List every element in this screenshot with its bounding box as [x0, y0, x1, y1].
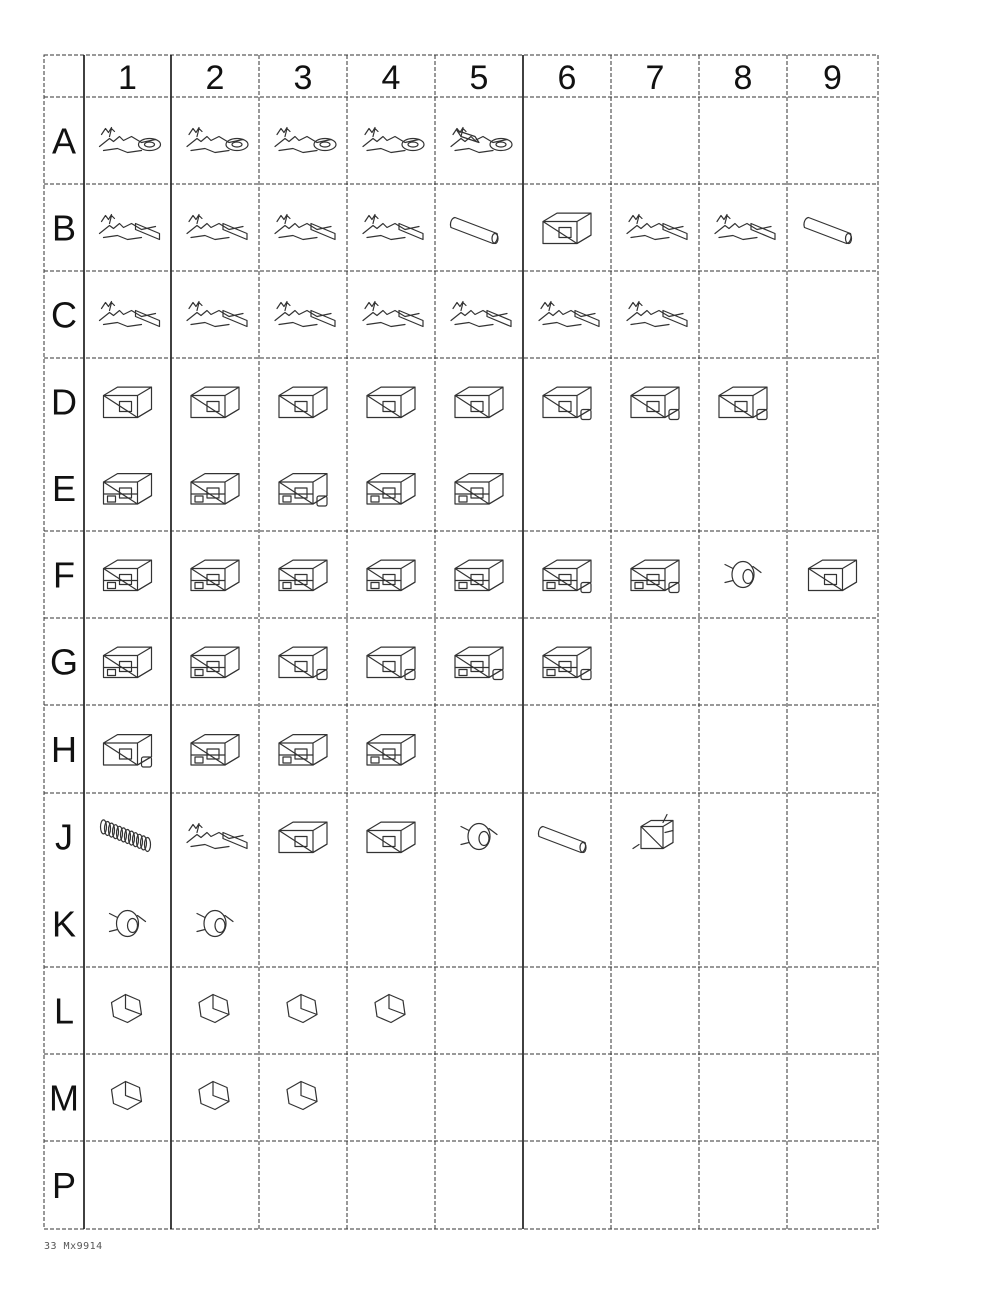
blade-terminal-long-icon: [100, 302, 160, 327]
two-way-small-housing-icon: [455, 474, 503, 504]
sensor-plug-icon: [197, 911, 233, 937]
row-label: D: [51, 381, 77, 423]
bullet-male-terminal-icon: [451, 302, 511, 327]
pin-contact-icon: [539, 302, 599, 327]
column-header: 4: [381, 59, 401, 97]
cable-clip-icon: [112, 1082, 142, 1110]
housing-with-seal-icon: [104, 735, 152, 767]
blade-fuse-holder-icon: [187, 824, 247, 849]
insulated-flag-housing-icon: [543, 213, 591, 243]
pin-terminal-icon: [627, 215, 687, 240]
row-label-column: [49, 121, 79, 1207]
one-way-housing-icon: [455, 387, 503, 417]
figure-code: 33 Mx9914: [44, 1241, 103, 1252]
row-label: K: [51, 903, 77, 945]
bullet-sleeve-icon: [451, 218, 498, 244]
row-label: C: [51, 294, 77, 336]
row-label: F: [53, 554, 75, 596]
grommet-icon: [110, 911, 146, 937]
row-label: L: [53, 990, 75, 1032]
cable-clip-icon: [199, 1082, 229, 1110]
one-way-housing-latch-icon: [367, 387, 415, 417]
corrugated-sleeve-icon: [101, 820, 151, 852]
three-way-sealed-plug-icon: [543, 560, 591, 592]
wedge-connector-icon: [809, 560, 857, 590]
mounting-bracket-icon: [375, 995, 405, 1023]
column-header: 6: [557, 59, 577, 97]
four-way-sealed-housing-icon: [455, 647, 503, 679]
blade-terminal-icon: [187, 302, 247, 327]
row-label: M: [49, 1077, 79, 1119]
one-way-housing-icon: [279, 387, 327, 417]
four-way-housing-icon: [104, 647, 152, 677]
ring-terminal-flat-icon: [275, 128, 336, 153]
row-label: J: [55, 816, 73, 858]
long-housing-icon: [279, 822, 327, 852]
tube-sleeve-icon: [539, 827, 586, 853]
receptacle-terminal-icon: [187, 215, 247, 240]
two-way-housing-icon: [191, 560, 239, 590]
ring-terminal-large-icon: [363, 128, 424, 153]
row-label: E: [51, 468, 77, 509]
relay-icon: [633, 815, 673, 849]
column-header: 3: [293, 59, 313, 97]
housing-with-seal-icon: [367, 647, 415, 679]
two-way-small-housing-icon: [367, 474, 415, 504]
round-connector-icon: [725, 562, 761, 588]
column-header-row: [118, 59, 842, 97]
sealed-terminal-assembly-icon: [719, 387, 767, 419]
three-way-sealed-plug-icon: [631, 560, 679, 592]
row-label: P: [51, 1165, 77, 1206]
three-way-housing-icon: [455, 560, 503, 590]
small-clip-icon: [199, 995, 229, 1023]
column-header: 9: [823, 59, 842, 97]
four-way-housing-icon: [367, 735, 415, 765]
three-way-housing-icon: [279, 560, 327, 590]
column-header: 2: [205, 59, 225, 97]
flag-receptacle-icon: [100, 215, 160, 240]
ring-terminal-small-icon: [187, 128, 248, 153]
small-housing-seal-icon: [279, 647, 327, 679]
ring-terminal-small-icon: [100, 128, 161, 153]
column-header: 7: [645, 59, 665, 97]
four-way-housing-icon: [191, 647, 239, 677]
crimp-receptacle-icon: [363, 215, 423, 240]
ring-terminal-insulated-icon: [451, 128, 512, 153]
row-label: A: [51, 120, 77, 162]
sealed-one-way-plug-icon: [543, 387, 591, 419]
two-way-sealed-housing-icon: [279, 474, 327, 506]
column-header: 1: [118, 59, 137, 97]
sealed-one-way-plug-icon: [631, 387, 679, 419]
male-crimp-terminal-icon: [363, 302, 423, 327]
one-way-housing-icon: [191, 387, 239, 417]
two-way-stack-housing-icon: [104, 474, 152, 504]
row-label: G: [49, 641, 79, 683]
tab-terminal-icon: [275, 302, 335, 327]
three-way-housing-icon: [367, 560, 415, 590]
column-header: 5: [469, 59, 489, 97]
butt-connector-icon: [804, 218, 851, 244]
in-line-fuse-holder-icon: [367, 822, 415, 852]
bulb-holder-icon: [461, 824, 497, 850]
flat-bracket-icon: [287, 995, 317, 1023]
row-label: H: [51, 729, 77, 770]
multi-way-housing-icon: [191, 735, 239, 765]
crimp-socket-icon: [715, 215, 775, 240]
two-way-housing-icon: [104, 560, 152, 590]
column-header: 8: [733, 59, 753, 97]
six-way-housing-icon: [279, 735, 327, 765]
box-receptacle-icon: [275, 215, 335, 240]
row-label: B: [51, 207, 77, 249]
one-way-housing-icon: [104, 387, 152, 417]
connector-clip-icon: [112, 995, 142, 1023]
two-way-stack-housing-icon: [191, 474, 239, 504]
p-clip-icon: [287, 1082, 317, 1110]
four-way-sealed-plug-icon: [543, 647, 591, 679]
needle-pin-icon: [627, 302, 687, 327]
